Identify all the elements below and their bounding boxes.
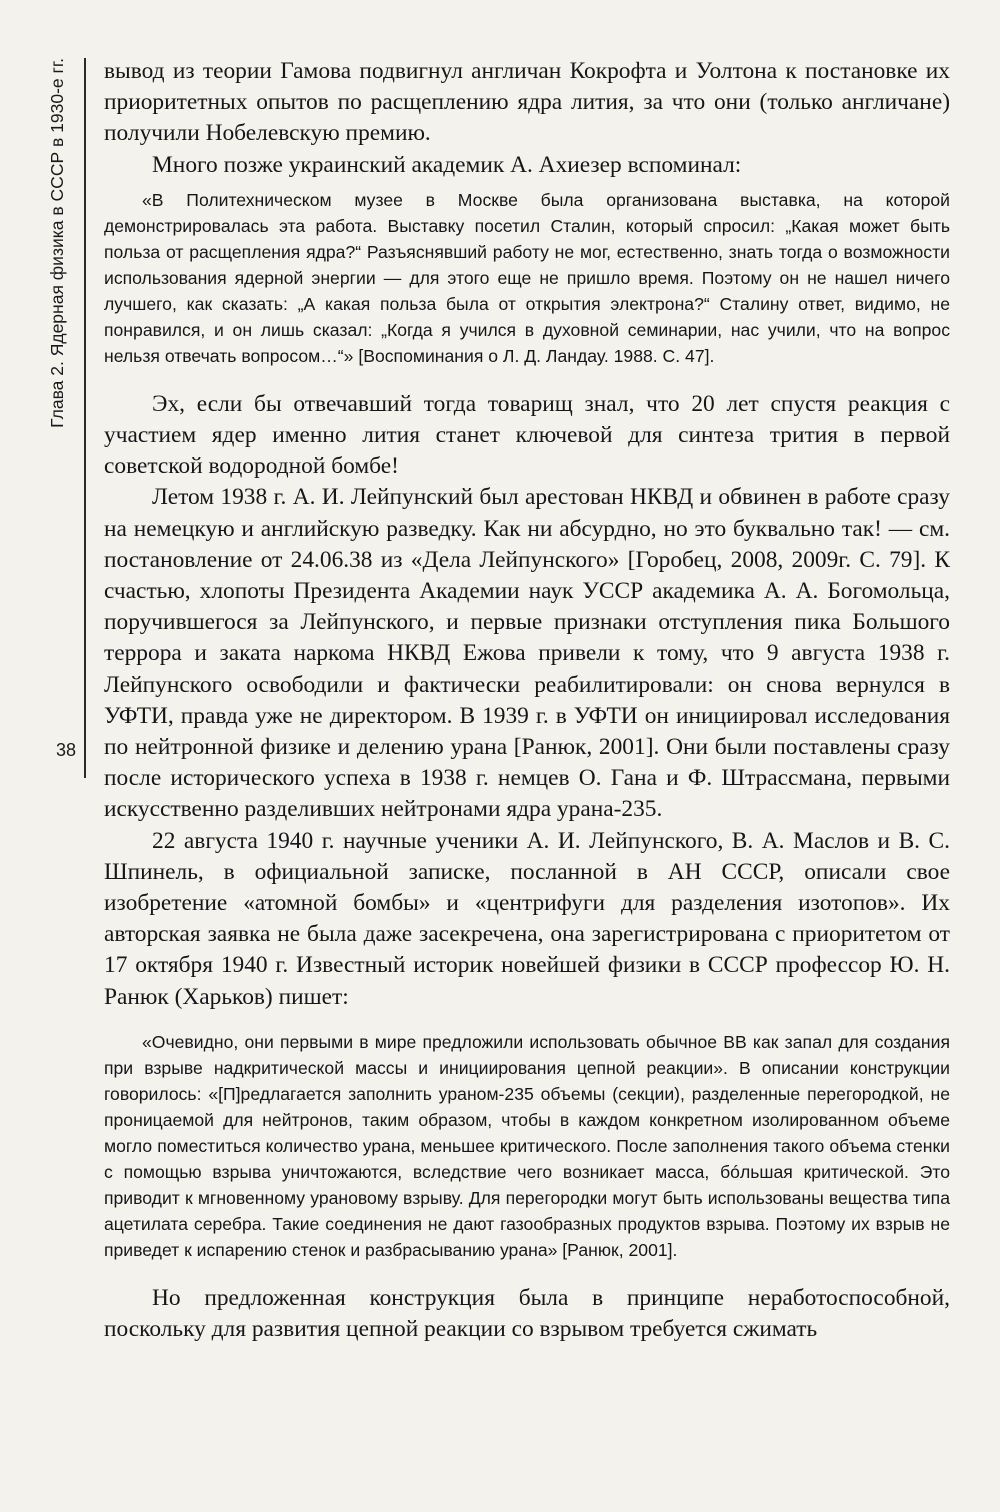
- paragraph-tritium: Эх, если бы отвечавший тогда товарищ знал, что 20 лет спустя реакция с участием ядер именно лития станет ключевой для синтеза трития в первой советской водородной бомбе!: [104, 390, 950, 480]
- block-quote-ranyuk: «Очевидно, они первыми в мире предложили использовать обычное ВВ как запал для создания при взрыве надкритической массы и инициирования цепной реакции». В описании конструкции говорилось: «[П]редлагается заполнить ураном-235 объемы (секции), разделенные перегородкой, не проницаемой для нейтронов, таким образом, чтобы в каждом конкретном изолированном объеме могло поместиться количество урана, меньшее критического. После заполнения такого объема стенки с помощью взрыва уничтожаются, вследствие чего возникает масса, бóльшая критической. Это приводит к мгновенному урановому взрыву. Для перегородки могут быть использованы вещества типа ацетилата серебра. Такие соединения не дают газообразных продуктов взрыва. Поэтому их взрыв не приведет к испарению стенок и разбрасыванию урана» [Ранюк, 2001].: [104, 1031, 950, 1260]
- spacer: [104, 1013, 950, 1029]
- paragraph-intro-quote: Много позже украинский академик А. Ахиезер вспоминал:: [152, 151, 742, 178]
- page-number: 38: [56, 740, 77, 760]
- running-head: Глава 2. Ядерная физика в СССР в 1930-е гг.: [47, 58, 67, 428]
- spacer: [104, 1263, 950, 1283]
- margin-rule: [84, 58, 86, 778]
- text-column: [104, 56, 950, 1345]
- paragraph-final: Но предложенная конструкция была в принципе неработоспособной, поскольку для развития цепной реакции со взрывом требуется сжимать: [104, 1284, 950, 1343]
- spacer: [104, 369, 950, 389]
- paragraph-maslov-shpinel: 22 августа 1940 г. научные ученики А. И. Лейпунского, В. А. Маслов и В. С. Шпинель, в официальной записке, посланной в АН СССР, описали свое изобретение «атомной бомбы» и «центрифуги для разделения изотопов». Их авторская заявка не была даже засекречена, она зарегистрирована с приоритетом от 17 октября 1940 г. Известный историк новейшей физики в СССР профессор Ю. Н. Ранюк (Харьков) пишет:: [104, 827, 950, 1010]
- block-quote-akhiezer: «В Политехническом музее в Москве была организована выставка, на которой демонстрировалась эта работа. Выставку посетил Сталин, который спросил: „Какая может быть польза от расщепления ядра?“ Разъяснявший работу не мог, естественно, знать тогда о возможности использования ядерной энергии — для этого еще не пришло время. Поэтому он не нашел ничего лучшего, как сказать: „А какая польза была от открытия электрона?“ Сталину ответ, видимо, не понравился, и он лишь сказал: „Когда я учился в духовной семинарии, нас учили, что на вопрос нельзя отвечать вопросом…“» [Воспоминания о Л. Д. Ландау. 1988. С. 47].: [104, 189, 950, 366]
- paragraph-continuation: вывод из теории Гамова подвигнул англичан Кокрофта и Уолтона к постановке их приоритетных опытов по расщеплению ядра лития, за что они (только англичане) получили Нобелевскую премию.: [104, 58, 950, 147]
- paragraph-leipunsky: Летом 1938 г. А. И. Лейпунский был арестован НКВД и обвинен в работе сразу на немецкую и английскую разведку. Как ни абсурдно, но это буквально так! — см. постановление от 24.06.38 из «Дела Лейпунского» [Горобец, 2008, 2009г. С. 79]. К счастью, хлопоты Президента Академии наук УССР академика А. А. Богомольца, поручившегося за Лейпунского, и первые признаки отступления пика Большого террора и заката наркома НКВД Ежова привели к тому, что 9 августа 1938 г. Лейпунского освободили и фактически реабилитировали: он снова вернулся в УФТИ, правда уже не директором. В 1939 г. в УФТИ он инициировал исследования по нейтронной физике и делению урана [Ранюк, 2001]. Они были поставлены сразу после исторического успеха в 1938 г. немцев О. Гана и Ф. Штрассмана, первыми искусственно разделивших нейтронами ядра урана-235.: [104, 484, 950, 823]
